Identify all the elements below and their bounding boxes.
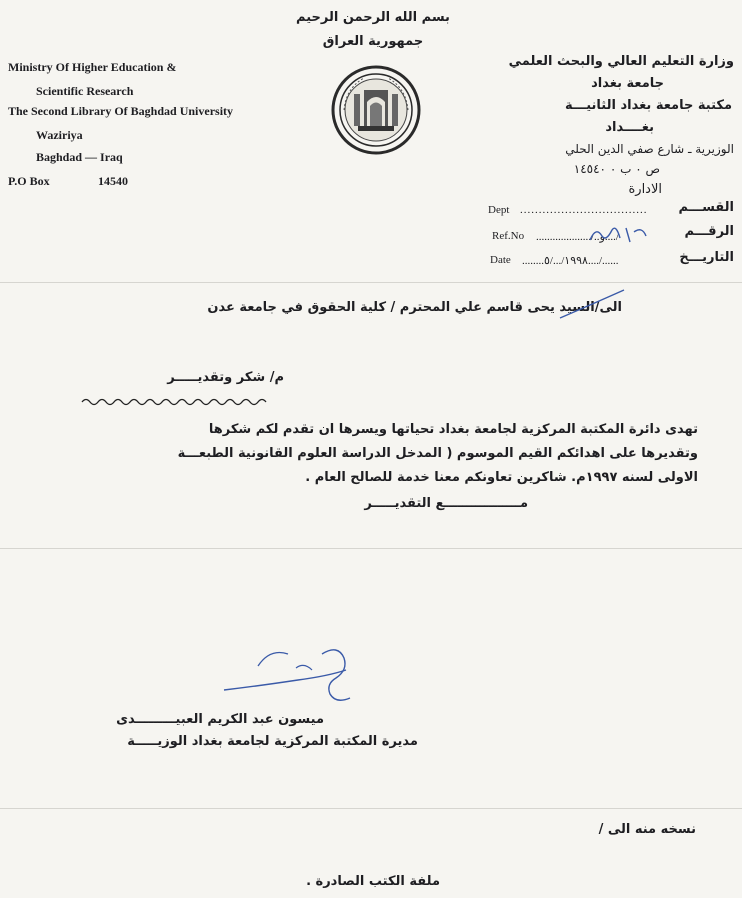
university-name-ar: جامعة بغداد	[591, 76, 664, 91]
signatory-name: ميسون عبد الكريم العبيـــــــــدى	[116, 712, 324, 727]
subject-line: م/ شكر وتقديـــــر	[167, 370, 284, 385]
university-seal-icon	[330, 64, 422, 156]
ref-value: ..................../..و..../	[536, 231, 619, 243]
recipient-line: الى/السيد يحى قاسم علي المحترم / كلية الحقوق في جامعة عدن	[207, 300, 622, 315]
handwritten-signature-icon	[218, 640, 368, 710]
address-ar: الوزيرية ـ شارع صفي الدين الحلي	[565, 142, 734, 156]
closing-regards: مـــــــــــــــــع التقديـــــر	[364, 496, 528, 511]
po-box-ar: ص ٠ ب ٠ ١٤٥٤٠	[573, 162, 660, 176]
dept-value: الادارة	[628, 182, 662, 197]
body-line-1: تهدى دائرة المكتبة المركزية لجامعة بغداد تحياتها ويسرها ان تقدم لكم شكرها	[208, 422, 698, 437]
handwritten-ref-mark-icon	[586, 222, 652, 246]
library-name-ar: مكتبة جامعة بغداد الثانيـــة	[565, 98, 732, 113]
po-box-number: 14540	[98, 174, 128, 188]
republic-title: جمهورية العراق	[322, 34, 424, 49]
city-ar: بغــــداد	[605, 120, 654, 135]
ministry-name-ar: وزارة التعليم العالي والبحث العلمي	[508, 54, 734, 69]
date-label-en: Date	[490, 254, 511, 266]
fold-line	[0, 548, 742, 549]
ministry-name-en: Ministry Of Higher Education &	[8, 60, 177, 74]
date-label-ar: التاريـــخ	[679, 250, 734, 265]
city-en: Baghdad — Iraq	[36, 150, 123, 164]
copy-to-line: نسخه منه الى /	[598, 822, 696, 837]
signatory-title: مديرة المكتبة المركزية لجامعة بغداد الوزيـــــة	[127, 734, 418, 749]
date-value: ........١٩٩٨/.../٥..../......	[522, 255, 619, 267]
dept-label-ar: القســـم	[678, 200, 734, 215]
district-en: Waziriya	[36, 128, 83, 142]
body-line-3: الاولى لسنه ١٩٩٧م. شاكرين تعاونكم معنا خدمة للصالح العام .	[305, 470, 698, 485]
basmala: بسم الله الرحمن الرحيم	[296, 10, 450, 25]
file-note: ملفة الكتب الصادرة .	[306, 874, 440, 889]
po-box-label: P.O Box	[8, 174, 50, 188]
dept-dots: ..................................	[520, 204, 648, 216]
dept-label-en: Dept	[488, 204, 510, 216]
subject-underline	[80, 396, 272, 408]
fold-line	[0, 282, 742, 283]
ref-label-ar: الرقـــم	[684, 224, 734, 239]
library-name-en: The Second Library Of Baghdad University	[8, 104, 234, 118]
ref-label-en: Ref.No	[492, 230, 525, 242]
fold-line	[0, 808, 742, 809]
pen-tick-mark-icon	[558, 286, 628, 322]
ministry-sub-en: Scientific Research	[36, 84, 134, 98]
body-line-2: وتقديرها على اهدائكم القيم الموسوم ( المدخل الدراسة العلوم القانونية الطبعـــة	[177, 446, 698, 461]
